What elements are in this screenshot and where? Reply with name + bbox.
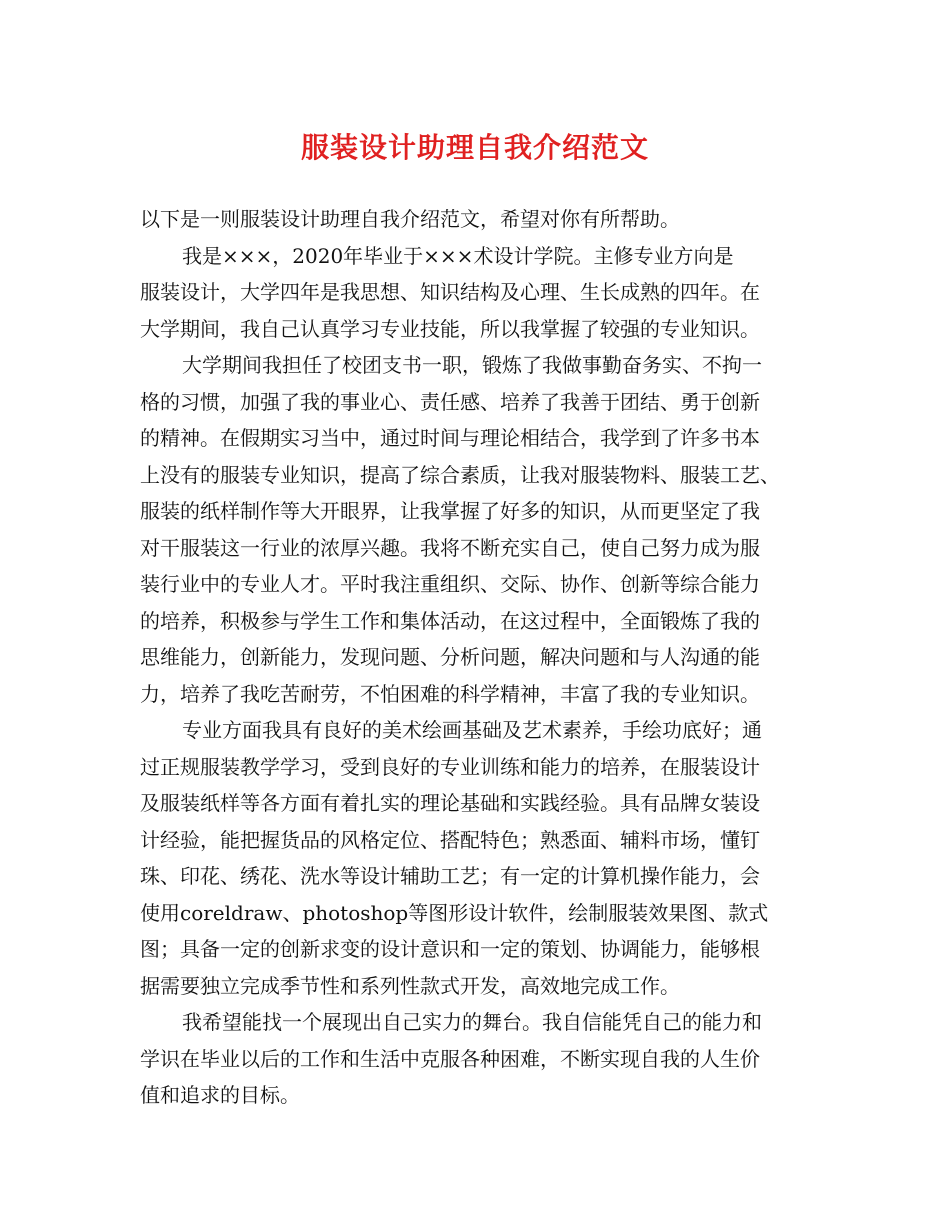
text-line: 值和追求的目标。 <box>140 1083 300 1107</box>
text-line: 大学期间，我自己认真学习专业技能，所以我掌握了较强的专业知识。 <box>140 316 760 341</box>
text-line: 装行业中的专业人才。平时我注重组织、交际、协作、创新等综合能力 <box>140 572 760 596</box>
text-line: 计经验，能把握货品的风格定位、搭配特色；熟悉面、辅料市场，懂钉 <box>140 827 760 852</box>
text-line: 思维能力，创新能力，发现问题、分析问题，解决问题和与人沟通的能 <box>140 645 760 669</box>
text-line: 以下是一则服装设计助理自我介绍范文，希望对你有所帮助。 <box>140 207 680 231</box>
text-line: 过正规服装教学学习，受到良好的专业训练和能力的培养，在服装设计 <box>140 754 760 779</box>
paragraph-experience <box>140 347 812 712</box>
text-line: 学识在毕业以后的工作和生活中克服各种困难，不断实现自我的人生价 <box>140 1046 760 1071</box>
text-line: 及服装纸样等各方面有着扎实的理论基础和实践经验。具有品牌女装设 <box>140 791 760 815</box>
paragraph-intro <box>140 201 812 238</box>
text-line: 上没有的服装专业知识，提高了综合素质，让我对服装物料、服装工艺、 <box>140 462 780 487</box>
text-line: 我希望能找一个展现出自己实力的舞台。我自信能凭自己的能力和 <box>182 1010 762 1034</box>
text-line: 服装的纸样制作等大开眼界，让我掌握了好多的知识，从而更坚定了我 <box>140 499 760 523</box>
text-line: 大学期间我担任了校团支书一职，锻炼了我做事勤奋务实、不拘一 <box>182 353 762 377</box>
text-line: 的培养，积极参与学生工作和集体活动，在这过程中，全面锻炼了我的 <box>140 608 760 633</box>
text-line: 对干服装这一行业的浓厚兴趣。我将不断充实自己，使自己努力成为服 <box>140 535 760 560</box>
text-line: 的精神。在假期实习当中，通过时间与理论相结合，我学到了许多书本 <box>140 426 760 450</box>
text-line: 图；具备一定的创新求变的设计意识和一定的策划、协调能力，能够根 <box>140 937 760 961</box>
paragraph-background <box>140 238 812 348</box>
document-title: 服装设计助理自我介绍范文 <box>300 131 649 164</box>
paragraph-closing <box>140 1004 812 1114</box>
text-line: 服装设计，大学四年是我思想、知识结构及心理、生长成熟的四年。在 <box>140 280 760 304</box>
text-line: 我是×××，2020年毕业于×××术设计学院。主修专业方向是 <box>182 243 734 268</box>
text-line: 力，培养了我吃苦耐劳，不怕困难的科学精神，丰富了我的专业知识。 <box>140 681 760 706</box>
document-body <box>140 201 812 1114</box>
text-line: 据需要独立完成季节性和系列性款式开发，高效地完成工作。 <box>140 973 680 998</box>
text-line: 珠、印花、绣花、洗水等设计辅助工艺；有一定的计算机操作能力，会 <box>140 864 760 888</box>
text-line: 格的习惯，加强了我的事业心、责任感、培养了我善于团结、勇于创新 <box>140 389 760 414</box>
text-line: 专业方面我具有良好的美术绘画基础及艺术素养，手绘功底好；通 <box>182 718 762 742</box>
paragraph-skills <box>140 712 812 1004</box>
text-line: 使用coreldraw、photoshop等图形设计软件，绘制服装效果图、款式 <box>140 900 769 925</box>
